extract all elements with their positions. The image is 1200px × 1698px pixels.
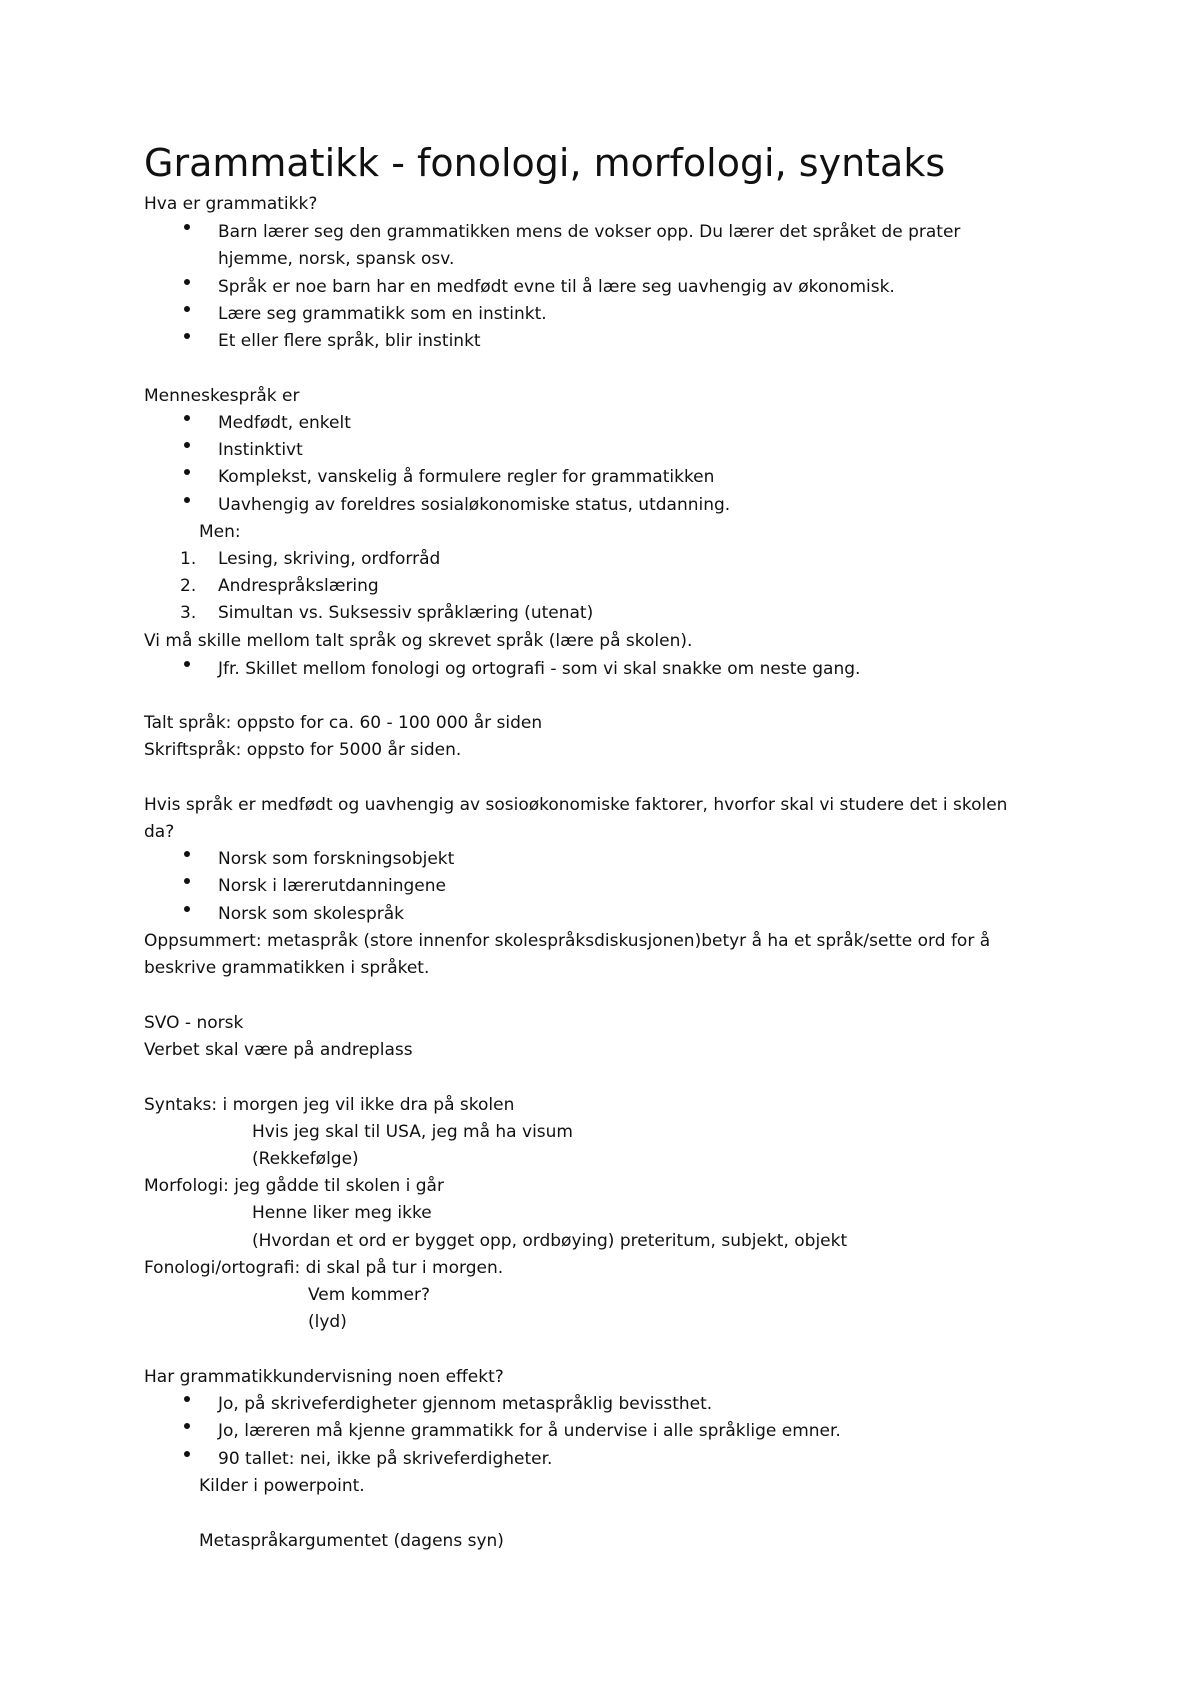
men-label: Men: (199, 522, 241, 542)
bullet-icon (184, 442, 190, 448)
list-item: 90 tallet: nei, ikke på skriveferdigheter. (218, 1449, 553, 1469)
document-title: Grammatikk - fonologi, morfologi, syntaks (144, 141, 946, 185)
paragraph: Skriftspråk: oppsto for 5000 år siden. (144, 740, 462, 760)
list-item: Et eller flere språk, blir instinkt (218, 331, 481, 351)
section-heading-hva-er: Hva er grammatikk? (144, 194, 318, 214)
numbered-item: Lesing, skriving, ordforråd (218, 549, 441, 569)
section-heading-menneskesprak: Menneskespråk er (144, 386, 300, 406)
list-item: Språk er noe barn har en medfødt evne til å lære seg uavhengig av økonomisk. (218, 277, 895, 297)
list-item: Jo, på skriveferdigheter gjennom metaspråklig bevissthet. (218, 1394, 713, 1414)
numbered-item: Simultan vs. Suksessiv språklæring (utenat) (218, 603, 594, 623)
fonologi-note: (lyd) (308, 1312, 347, 1332)
paragraph: Oppsummert: metaspråk (store innenfor skolespråksdiskusjonen)betyr å ha et språk/sette ord for å (144, 931, 991, 951)
list-item: Norsk som skolespråk (218, 904, 405, 924)
numbered-item: Andrespråkslæring (218, 576, 379, 596)
list-item: Komplekst, vanskelig å formulere regler for grammatikken (218, 467, 715, 487)
bullet-icon (184, 1423, 190, 1429)
list-item: Uavhengig av foreldres sosialøkonomiske status, utdanning. (218, 495, 731, 515)
morfologi-note: (Hvordan et ord er bygget opp, ordbøying) preteritum, subjekt, objekt (252, 1231, 848, 1251)
bullet-icon (184, 1451, 190, 1457)
list-item: Barn lærer seg den grammatikken mens de vokser opp. Du lærer det språket de prater (218, 222, 961, 242)
bullet-icon (184, 851, 190, 857)
paragraph: Vi må skille mellom talt språk og skrevet språk (lære på skolen). (144, 631, 693, 651)
list-item: Jo, læreren må kjenne grammatikk for å undervise i alle språklige emner. (218, 1421, 841, 1441)
bullet-icon (184, 224, 190, 230)
list-item: Norsk som forskningsobjekt (218, 849, 455, 869)
fonologi-example: Fonologi/ortografi: di skal på tur i morgen. (144, 1258, 504, 1278)
bullet-icon (184, 906, 190, 912)
list-item: Instinktivt (218, 440, 303, 460)
syntaks-example: Syntaks: i morgen jeg vil ikke dra på skolen (144, 1095, 515, 1115)
morfologi-example: Morfologi: jeg gådde til skolen i går (144, 1176, 444, 1196)
list-item: Medfødt, enkelt (218, 413, 351, 433)
paragraph-continuation: beskrive grammatikken i språket. (144, 958, 430, 978)
list-item: Jfr. Skillet mellom fonologi og ortografi - som vi skal snakke om neste gang. (218, 659, 861, 679)
list-number: 1. (180, 549, 197, 569)
bullet-icon (184, 497, 190, 503)
paragraph: Verbet skal være på andreplass (144, 1040, 413, 1060)
paragraph: Kilder i powerpoint. (199, 1476, 365, 1496)
paragraph: Metaspråkargumentet (dagens syn) (199, 1531, 504, 1551)
list-number: 3. (180, 603, 197, 623)
bullet-icon (184, 1396, 190, 1402)
paragraph: SVO - norsk (144, 1013, 244, 1033)
syntaks-note: (Rekkefølge) (252, 1149, 359, 1169)
list-item-continuation: hjemme, norsk, spansk osv. (218, 249, 455, 269)
bullet-icon (184, 279, 190, 285)
list-item: Norsk i lærerutdanningene (218, 876, 446, 896)
paragraph: Talt språk: oppsto for ca. 60 - 100 000 år siden (144, 713, 543, 733)
syntaks-example-2: Hvis jeg skal til USA, jeg må ha visum (252, 1122, 573, 1142)
section-heading-effekt: Har grammatikkundervisning noen effekt? (144, 1367, 504, 1387)
bullet-icon (184, 415, 190, 421)
bullet-icon (184, 878, 190, 884)
bullet-icon (184, 306, 190, 312)
fonologi-example-2: Vem kommer? (308, 1285, 430, 1305)
bullet-icon (184, 661, 190, 667)
bullet-icon (184, 469, 190, 475)
paragraph: Hvis språk er medfødt og uavhengig av sosioøkonomiske faktorer, hvorfor skal vi studere det i skolen (144, 795, 1008, 815)
morfologi-example-2: Henne liker meg ikke (252, 1203, 432, 1223)
paragraph-continuation: da? (144, 822, 175, 842)
bullet-icon (184, 333, 190, 339)
list-number: 2. (180, 576, 197, 596)
list-item: Lære seg grammatikk som en instinkt. (218, 304, 547, 324)
